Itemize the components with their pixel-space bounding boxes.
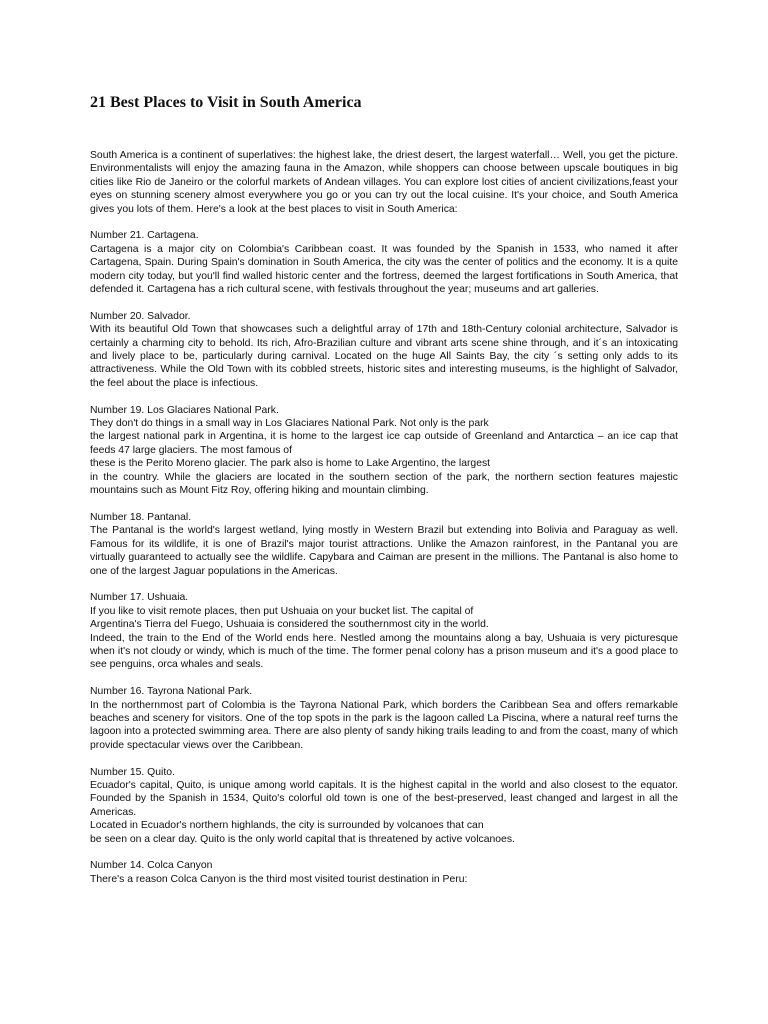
section-text: With its beautiful Old Town that showcases such a delightful array of 17th and 18th-Century colonial architecture, Salvador is certainly a charming city to behold. Its rich, Afro-Brazilian culture and vibrant arts scene shine through, and it´s an intoxicating and lively place to be, particularly during carnival. Located on the huge All Saints Bay, the city ´s setting only adds to its attractiveness. While the Old Town with its cobbled streets, historic sites and interesting museums, is the highlight of Salvador, the feel about the place is infectious. — [90, 324, 678, 389]
section-text: be seen on a clear day. Quito is the only world capital that is threatened by active volcanoes. — [90, 833, 515, 845]
section-pantanal — [90, 511, 678, 578]
section-colca-canyon — [90, 859, 678, 886]
section-heading: Number 15. Quito. — [90, 766, 175, 778]
section-cartagena — [90, 229, 678, 296]
section-text: these is the Perito Moreno glacier. The park also is home to Lake Argentino, the largest — [90, 458, 491, 470]
section-text: Cartagena is a major city on Colombia's Caribbean coast. It was founded by the Spanish in 1533, who named it after Cartagena, Spain. During Spain's domination in South America, the city was the center of politics and the economy. It is a quite modern city today, but you'll find walled historic center and the fortress, deemed the largest fortifications in South America, that defended it. Cartagena has a rich cultural scene, with festivals throughout the year; museums and art galleries. — [90, 243, 678, 296]
section-text: They don't do things in a small way in Los Glaciares National Park. Not only is the park — [90, 418, 489, 430]
section-heading: Number 16. Tayrona National Park. — [90, 686, 253, 698]
document-page — [90, 0, 678, 1024]
section-text: In the northernmost part of Colombia is the Tayrona National Park, which borders the Caribbean Sea and offers remarkable beaches and scenery for visitors. One of the top spots in the park is the lagoon called La Piscina, where a natural reef turns the lagoon into a protected swimming area. There are also plenty of sandy hiking trails leading to and from the coast, many of which provide spectacular views over the Caribbean. — [90, 699, 678, 751]
section-tayrona — [90, 685, 678, 752]
section-text: There's a reason Colca Canyon is the third most visited tourist destination in Peru: — [90, 873, 468, 885]
section-ushuaia — [90, 591, 678, 671]
section-los-glaciares — [90, 404, 678, 498]
section-salvador — [90, 310, 678, 390]
section-quito — [90, 766, 678, 846]
section-text: the largest national park in Argentina, it is home to the largest ice cap outside of Greenland and Antarctica – an ice cap that feeds 47 large glaciers. The most famous of — [90, 431, 678, 456]
section-heading: Number 18. Pantanal. — [90, 511, 192, 523]
section-heading: Number 19. Los Glaciares National Park. — [90, 404, 279, 416]
section-text: in the country. While the glaciers are located in the southern section of the park, the northern section features majestic mountains such as Mount Fitz Roy, offering hiking and mountain climbing. — [90, 471, 678, 497]
section-heading: Number 14. Colca Canyon — [90, 860, 213, 872]
document-title: 21 Best Places to Visit in South America — [90, 94, 362, 111]
section-text: Ecuador's capital, Quito, is unique among world capitals. It is the highest capital in the world and also closest to the equator. Founded by the Spanish in 1534, Quito's colorful old town is one of the best-preserved, least changed and largest in all the Americas. — [90, 779, 678, 818]
section-heading: Number 20. Salvador. — [90, 310, 191, 322]
section-text: The Pantanal is the world's largest wetland, lying mostly in Western Brazil but extending into Bolivia and Paraguay as well. Famous for its wildlife, it is one of Brazil's major tourist attractions. Unlike the Amazon rainforest, in the Pantanal you are virtually guaranteed to actually see the wildlife. Capybara and Caiman are present in the millions. The Pantanal is also home to one of the largest Jaguar populations in the Americas. — [90, 525, 678, 577]
section-heading: Number 21. Cartagena. — [90, 230, 199, 242]
section-text: If you like to visit remote places, then put Ushuaia on your bucket list. The capital of — [90, 605, 474, 617]
section-text: Located in Ecuador's northern highlands, the city is surrounded by volcanoes that can — [90, 820, 484, 832]
section-text: Argentina's Tierra del Fuego, Ushuaia is considered the southernmost city in the world. — [90, 619, 489, 631]
document-body — [90, 149, 678, 900]
section-heading: Number 17. Ushuaia. — [90, 592, 189, 604]
section-text: Indeed, the train to the End of the World ends here. Nestled among the mountains along a bay, Ushuaia is very picturesque when it's not cloudy or windy, which is much of the time. The former penal colony has a prison museum and it's a good place to see penguins, orca whales and seals. — [90, 632, 678, 671]
intro-paragraph: South America is a continent of superlatives: the highest lake, the driest desert, the largest waterfall… Well, you get the picture. Environmentalists will enjoy the amazing fauna in the Amazon, while shoppers can choose between upscale boutiques in big cities like Rio de Janeiro or the colorful markets of Andean villages. You can explore lost cities of ancient civilizations,feast your eyes on stunning scenery almost everywhere you go or you can try out the local cuisine. It's your choice, and South America gives you lots of them. Here's a look at the best places to visit in South America: — [90, 150, 678, 215]
